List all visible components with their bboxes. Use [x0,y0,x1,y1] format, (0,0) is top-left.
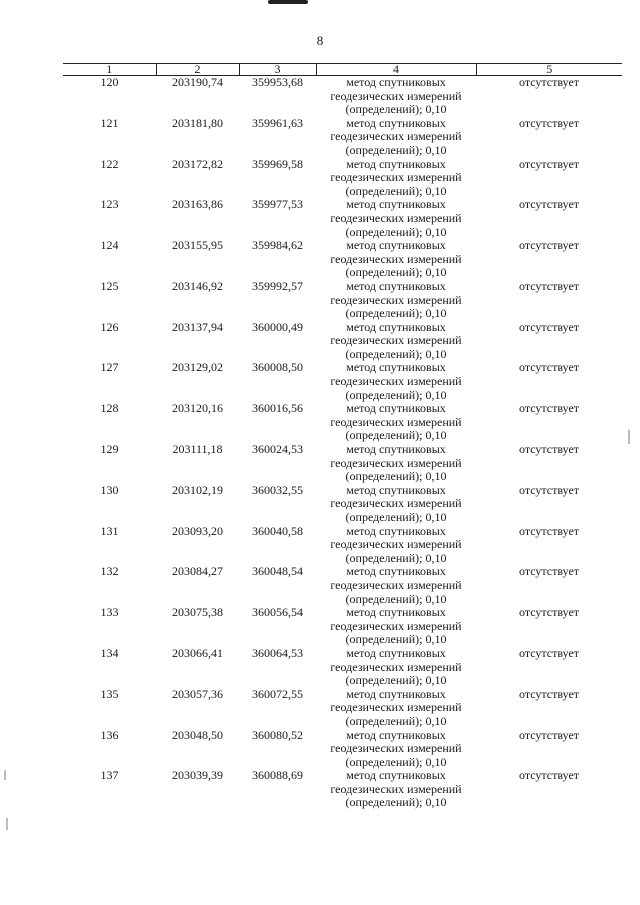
coordinate-y: 359969,58 [252,156,303,171]
coordinate-x: 203039,39 [172,768,223,783]
boundary-description: отсутствует [518,278,580,293]
point-number: 126 [100,319,119,334]
coordinate-x: 203075,38 [172,605,223,620]
method-line: метод спутниковых [346,768,446,783]
point-number: 125 [100,278,119,293]
point-number: 121 [100,115,119,130]
determination-method [316,443,476,484]
point-number: 133 [100,605,119,620]
method-line: метод спутниковых [346,197,446,212]
coordinate-y: 360072,55 [252,686,303,701]
boundary-description: отсутствует [518,238,580,253]
column-header: 5 [476,64,622,76]
coordinate-x: 203137,94 [172,319,223,334]
method-line: метод спутниковых [346,115,446,130]
determination-method [316,647,476,688]
determination-method [316,565,476,606]
scan-artifact-mark [268,0,308,4]
method-line: геодезических измерений [330,374,462,389]
method-line: геодезических измерений [330,537,462,552]
table-row [63,239,622,280]
method-line: (определений); 0,10 [345,142,447,157]
method-line: (определений); 0,10 [345,673,447,688]
table-row [63,402,622,443]
method-line: метод спутниковых [346,564,446,579]
boundary-description: отсутствует [518,156,580,171]
method-line: (определений); 0,10 [345,387,447,402]
boundary-description: отсутствует [518,768,580,783]
table-row [63,361,622,402]
method-line: геодезических измерений [330,129,462,144]
page-number: 8 [316,33,324,48]
method-line: (определений); 0,10 [345,713,447,728]
coordinate-y: 359984,62 [252,238,303,253]
method-line: (определений); 0,10 [345,754,447,769]
table-row [63,606,622,647]
method-line: метод спутниковых [346,523,446,538]
margin-speck [628,430,630,444]
method-line: геодезических измерений [330,659,462,674]
method-line: геодезических измерений [330,170,462,185]
boundary-description: отсутствует [518,319,580,334]
boundary-description: отсутствует [518,360,580,375]
method-line: (определений); 0,10 [345,469,447,484]
coordinate-y: 360024,53 [252,442,303,457]
determination-method [316,76,476,117]
boundary-description: отсутствует [518,115,580,130]
method-line: (определений); 0,10 [345,428,447,443]
coordinate-x: 203048,50 [172,727,223,742]
method-line: метод спутниковых [346,401,446,416]
coordinate-y: 360000,49 [252,319,303,334]
method-line: геодезических измерений [330,414,462,429]
point-number: 129 [100,442,119,457]
method-line: метод спутниковых [346,75,446,89]
method-line: метод спутниковых [346,645,446,660]
determination-method [316,280,476,321]
determination-method [316,769,476,810]
margin-speck [4,770,6,780]
coordinate-x: 203066,41 [172,645,223,660]
method-line: геодезических измерений [330,251,462,266]
method-line: геодезических измерений [330,741,462,756]
column-header: 1 [63,64,156,76]
determination-method [316,239,476,280]
method-line: (определений); 0,10 [345,510,447,524]
method-line: (определений); 0,10 [345,306,447,321]
boundary-description: отсутствует [518,686,580,701]
method-line: (определений); 0,10 [345,550,447,565]
method-line: (определений); 0,10 [345,224,447,239]
determination-method [316,361,476,402]
method-line: метод спутниковых [346,238,446,253]
point-number: 132 [100,564,119,579]
column-header: 3 [239,64,316,76]
coordinate-y: 360048,54 [252,564,303,579]
method-line: геодезических измерений [330,455,462,470]
coordinate-x: 203093,20 [172,523,223,538]
boundary-description: отсутствует [518,727,580,742]
method-line: метод спутниковых [346,319,446,334]
coordinate-y: 360040,58 [252,523,303,538]
table-row [63,443,622,484]
table-row [63,117,622,158]
table-row [63,280,622,321]
method-line: метод спутниковых [346,727,446,742]
determination-method [316,688,476,729]
method-line: (определений); 0,10 [345,183,447,198]
method-line: геодезических измерений [330,210,462,225]
table-row [63,769,622,810]
coordinate-x: 203181,80 [172,115,223,130]
coordinate-y: 360016,56 [252,401,303,416]
determination-method [316,321,476,362]
coordinate-x: 203163,86 [172,197,223,212]
coordinate-x: 203084,27 [172,564,223,579]
point-number: 134 [100,645,119,660]
determination-method [316,117,476,158]
table-row [63,525,622,566]
point-number: 123 [100,197,119,212]
determination-method [316,158,476,199]
boundary-description: отсутствует [518,482,580,497]
determination-method [316,525,476,566]
method-line: геодезических измерений [330,333,462,348]
boundary-description: отсутствует [518,645,580,660]
boundary-description: отсутствует [518,197,580,212]
method-line: геодезических измерений [330,700,462,715]
method-line: геодезических измерений [330,496,462,511]
coordinate-x: 203155,95 [172,238,223,253]
point-number: 136 [100,727,119,742]
method-line: геодезических измерений [330,781,462,796]
coordinate-x: 203129,02 [172,360,223,375]
method-line: метод спутниковых [346,442,446,457]
coordinate-x: 203111,18 [172,442,223,457]
boundary-description: отсутствует [518,401,580,416]
method-line: (определений); 0,10 [345,632,447,647]
table-row [63,729,622,770]
boundary-description: отсутствует [518,75,580,89]
coordinate-y: 359961,63 [252,115,303,130]
boundary-description: отсутствует [518,564,580,579]
coordinate-y: 360008,50 [252,360,303,375]
method-line: метод спутниковых [346,278,446,293]
method-line: геодезических измерений [330,292,462,307]
boundary-description: отсутствует [518,442,580,457]
table-row [63,484,622,525]
method-line: метод спутниковых [346,686,446,701]
coordinate-x: 203120,16 [172,401,223,416]
point-number: 135 [100,686,119,701]
point-number: 128 [100,401,119,416]
coordinate-x: 203190,74 [172,75,223,89]
point-number: 130 [100,482,119,497]
method-line: (определений); 0,10 [345,795,447,810]
coordinate-y: 360088,69 [252,768,303,783]
table-header-row [63,64,622,76]
method-line: (определений); 0,10 [345,102,447,117]
table-row [63,321,622,362]
method-line: геодезических измерений [330,577,462,592]
column-header: 4 [316,64,476,76]
table-row [63,198,622,239]
determination-method [316,402,476,443]
method-line: (определений); 0,10 [345,265,447,280]
margin-speck [6,818,8,830]
coordinate-y: 360032,55 [252,482,303,497]
point-number: 124 [100,238,119,253]
method-line: (определений); 0,10 [345,346,447,361]
point-number: 137 [100,768,119,783]
table-row [63,688,622,729]
coordinate-y: 360064,53 [252,645,303,660]
coordinate-y: 359953,68 [252,75,303,89]
coordinate-x: 203102,19 [172,482,223,497]
coordinate-y: 360056,54 [252,605,303,620]
method-line: геодезических измерений [330,88,462,103]
method-line: метод спутниковых [346,360,446,375]
table-row [63,158,622,199]
table-row [63,565,622,606]
method-line: метод спутниковых [346,156,446,171]
boundary-description: отсутствует [518,523,580,538]
boundary-description: отсутствует [518,605,580,620]
coordinate-x: 203172,82 [172,156,223,171]
coordinate-x: 203146,92 [172,278,223,293]
point-number: 131 [100,523,119,538]
table-row [63,76,622,117]
column-header: 2 [156,64,239,76]
determination-method [316,606,476,647]
point-number: 127 [100,360,119,375]
coordinate-x: 203057,36 [172,686,223,701]
method-line: геодезических измерений [330,618,462,633]
determination-method [316,729,476,770]
method-line: метод спутниковых [346,605,446,620]
determination-method [316,484,476,525]
point-number: 122 [100,156,119,171]
determination-method [316,198,476,239]
coordinate-y: 359977,53 [252,197,303,212]
point-number: 120 [100,75,119,89]
coordinates-table [63,63,622,810]
method-line: метод спутниковых [346,482,446,497]
table-row [63,647,622,688]
coordinate-y: 359992,57 [252,278,303,293]
coordinate-y: 360080,52 [252,727,303,742]
method-line: (определений); 0,10 [345,591,447,606]
